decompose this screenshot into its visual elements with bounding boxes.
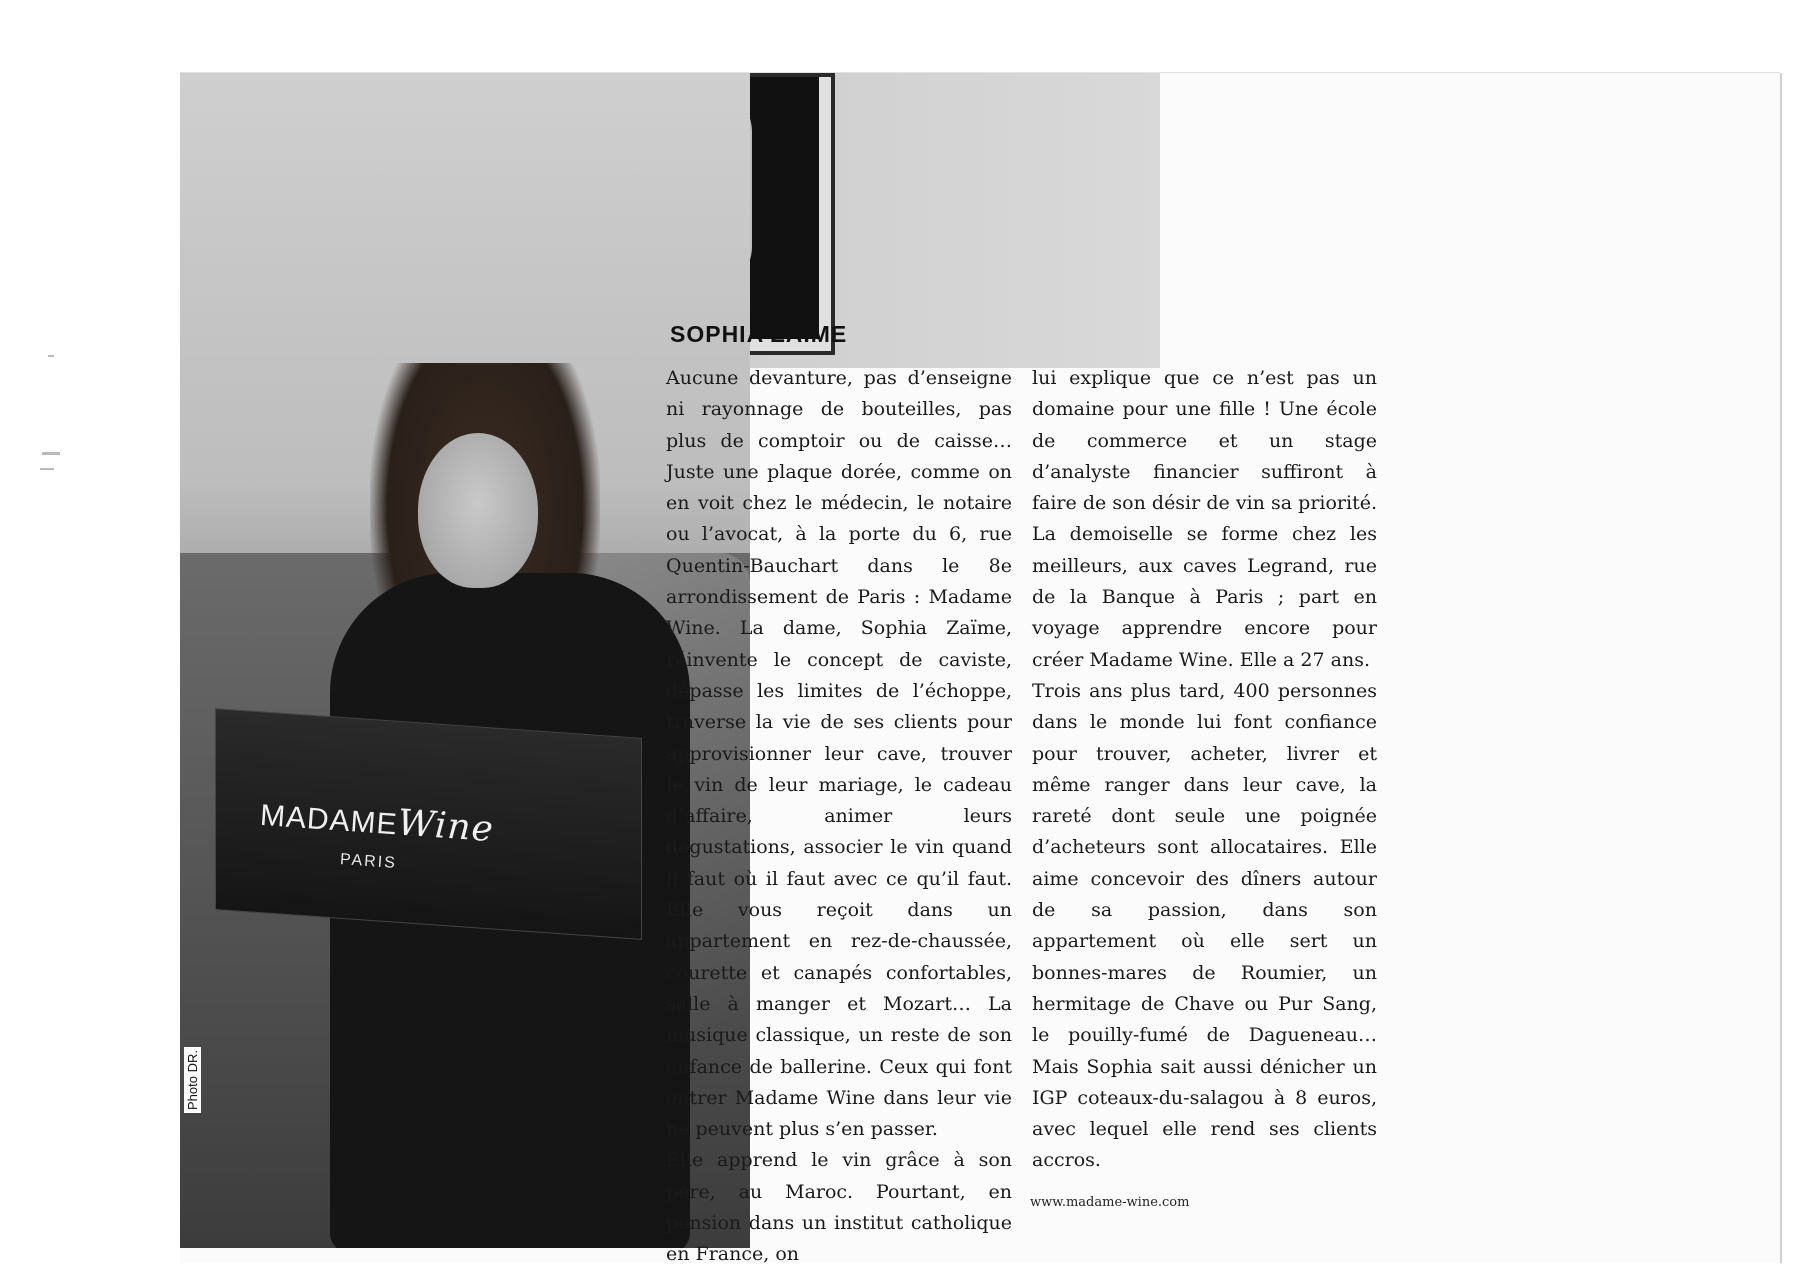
scan-speck [40, 468, 54, 470]
photo-face [418, 433, 538, 588]
artwork-figure [750, 87, 752, 287]
portrait-photo [180, 73, 750, 1248]
paragraph: Elle apprend le vin grâce à son père, au Maroc. Pourtant, en pension dans un institut catholique en France, on [666, 1149, 1012, 1266]
photo-credit: Photo DR. [184, 1047, 201, 1113]
paragraph: Aucune devanture, pas d’enseigne ni rayonnage de bouteilles, pas plus de comptoir ou de caisse… Juste une plaque dorée, comme on en voit chez le médecin, le notaire ou l’avocat, à la porte du 6, rue Quentin-Bauchart dans le 8e arrondissement de Paris : Madame Wine. La dame, Sophia Zaïme, réinvente le concept de caviste, dépasse les limites de l’échoppe, traverse la vie de ses clients pour approvisionner leur cave, trouver le vin de leur mariage, le cadeau d’affaire, animer leurs dégustations, associer le vin quand il faut où il faut avec ce qu’il faut. Elle vous reçoit dans un appartement en rez-de-chaussée, courette et canapés confortables, salle à manger et Mozart… La musique classique, un reste de son enfance de ballerine. Ceux qui font entrer Madame Wine dans leur vie ne peuvent plus s’en passer. [666, 367, 1012, 1141]
article-column-2 [1032, 363, 1377, 1177]
scan-speck [48, 355, 54, 357]
wall-frame-artwork [750, 77, 819, 339]
wine-box-brand-main: MADAME [258, 798, 399, 842]
scan-speck [42, 452, 60, 455]
wall-frame [750, 73, 835, 355]
article-column-1 [666, 363, 1012, 1271]
page-edge [1780, 73, 1782, 1263]
wine-box-brand-script: Wine [396, 802, 496, 851]
wine-box-city: PARIS [339, 851, 398, 872]
article-title: SOPHIA ZAÏME [670, 321, 848, 347]
paragraph: Trois ans plus tard, 400 personnes dans le monde lui font confiance pour trouver, acheter, livrer et même ranger dans leur cave, la rareté dont seule une poignée d’acheteurs sont allocataires. Elle aime concevoir des dîners autour de sa passion, dans son appartement où elle sert un bonnes-mares de Roumier, un hermitage de Chave ou Pur Sang, le pouilly-fumé de Dagueneau… Mais Sophia sait aussi dénicher un IGP coteaux-du-salagou à 8 euros, avec lequel elle rend ses clients accros. [1032, 679, 1377, 1172]
article-url: www.madame-wine.com [1030, 1195, 1190, 1210]
magazine-page [180, 72, 1780, 1266]
paragraph: lui explique que ce n’est pas un domaine pour une fille ! Une école de commerce et un stage d’analyste financier suffiront à faire de son désir de vin sa priorité. La demoiselle se forme chez les meilleurs, aux caves Legrand, rue de la Banque à Paris ; part en voyage apprendre encore pour créer Madame Wine. Elle a 27 ans. [1032, 367, 1377, 671]
